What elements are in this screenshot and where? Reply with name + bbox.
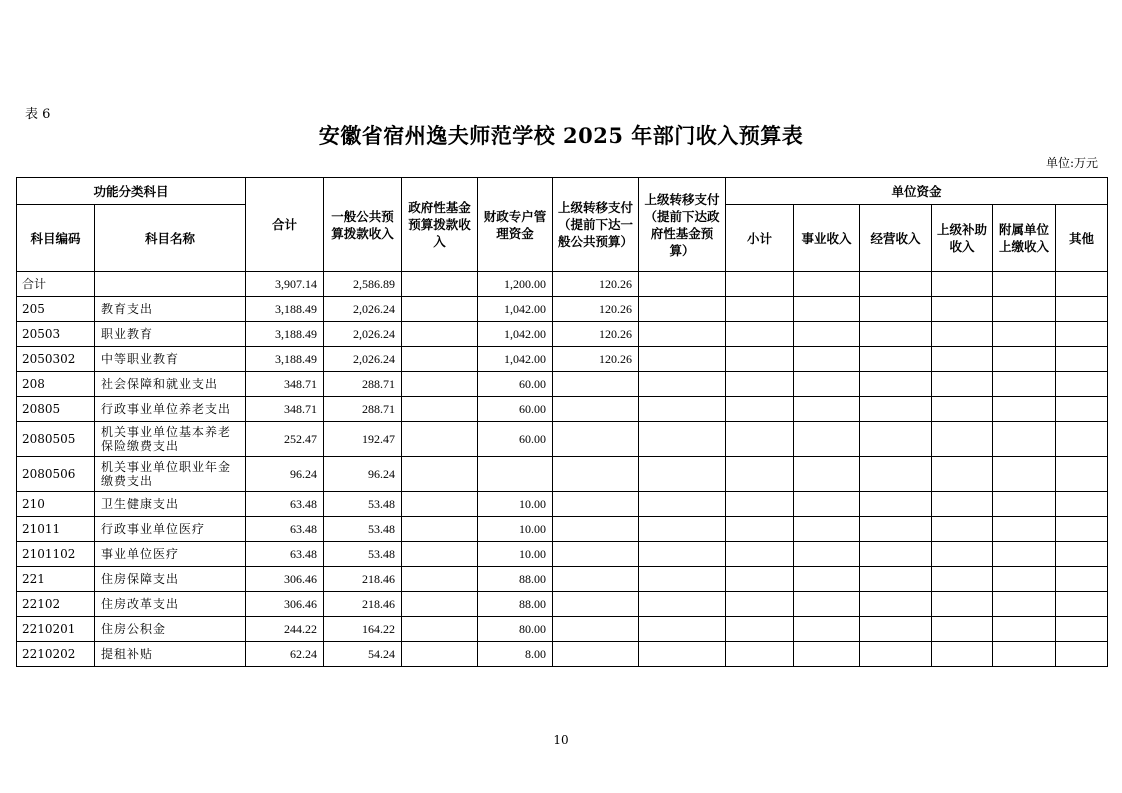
cell-gov-fund <box>402 517 478 542</box>
cell-transfer-general <box>553 492 639 517</box>
table-row <box>17 322 1108 347</box>
page-title: 安徽省宿州逸夫师范学校 2025 年部门收入预算表 <box>318 123 804 148</box>
cell-operating <box>860 457 932 492</box>
cell-operating <box>860 567 932 592</box>
cell-total: 3,188.49 <box>246 297 324 322</box>
table-row <box>17 492 1108 517</box>
cell-gov-fund <box>402 272 478 297</box>
header-name: 科目名称 <box>95 205 246 272</box>
cell-name: 中等职业教育 <box>95 347 246 372</box>
cell-transfer-fund <box>639 567 726 592</box>
cell-gov-fund <box>402 542 478 567</box>
cell-other <box>1056 322 1108 347</box>
cell-total: 3,188.49 <box>246 347 324 372</box>
cell-total: 63.48 <box>246 492 324 517</box>
cell-business <box>794 347 860 372</box>
cell-transfer-fund <box>639 642 726 667</box>
cell-other <box>1056 492 1108 517</box>
cell-transfer-fund <box>639 297 726 322</box>
cell-general: 2,026.24 <box>324 347 402 372</box>
cell-total: 306.46 <box>246 592 324 617</box>
cell-business <box>794 642 860 667</box>
cell-subtotal <box>726 642 794 667</box>
cell-code: 2210201 <box>17 617 95 642</box>
cell-other <box>1056 517 1108 542</box>
cell-transfer-fund <box>639 422 726 457</box>
cell-transfer-general <box>553 517 639 542</box>
cell-code: 20503 <box>17 322 95 347</box>
cell-name: 事业单位医疗 <box>95 542 246 567</box>
cell-subtotal <box>726 397 794 422</box>
cell-code: 22102 <box>17 592 95 617</box>
cell-general: 2,026.24 <box>324 297 402 322</box>
cell-special <box>478 457 553 492</box>
cell-name: 职业教育 <box>95 322 246 347</box>
cell-total: 62.24 <box>246 642 324 667</box>
cell-general: 288.71 <box>324 397 402 422</box>
cell-code: 2210202 <box>17 642 95 667</box>
cell-subtotal <box>726 617 794 642</box>
table-row <box>17 372 1108 397</box>
cell-special: 10.00 <box>478 542 553 567</box>
table-row <box>17 397 1108 422</box>
cell-business <box>794 457 860 492</box>
cell-subsidy <box>932 642 993 667</box>
cell-business <box>794 617 860 642</box>
cell-gov-fund <box>402 297 478 322</box>
cell-transfer-fund <box>639 592 726 617</box>
cell-total: 348.71 <box>246 372 324 397</box>
cell-general: 53.48 <box>324 542 402 567</box>
cell-other <box>1056 347 1108 372</box>
header-transfer-general: 上级转移支付（提前下达一般公共预算） <box>553 178 639 272</box>
cell-name: 行政事业单位养老支出 <box>95 397 246 422</box>
cell-affiliated <box>993 517 1056 542</box>
cell-total: 3,907.14 <box>246 272 324 297</box>
cell-subtotal <box>726 297 794 322</box>
cell-general: 2,586.89 <box>324 272 402 297</box>
cell-operating <box>860 297 932 322</box>
cell-transfer-fund <box>639 457 726 492</box>
cell-gov-fund <box>402 592 478 617</box>
cell-other <box>1056 297 1108 322</box>
cell-special: 60.00 <box>478 372 553 397</box>
cell-affiliated <box>993 347 1056 372</box>
cell-affiliated <box>993 592 1056 617</box>
header-affiliated: 附属单位上缴收入 <box>993 205 1056 272</box>
cell-affiliated <box>993 492 1056 517</box>
cell-name: 卫生健康支出 <box>95 492 246 517</box>
table-body <box>17 272 1108 667</box>
cell-business <box>794 422 860 457</box>
cell-business <box>794 567 860 592</box>
table-row <box>17 617 1108 642</box>
cell-affiliated <box>993 542 1056 567</box>
cell-name: 机关事业单位职业年金缴费支出 <box>95 457 246 492</box>
cell-subsidy <box>932 297 993 322</box>
cell-transfer-fund <box>639 372 726 397</box>
cell-subsidy <box>932 617 993 642</box>
cell-special: 60.00 <box>478 422 553 457</box>
cell-subsidy <box>932 492 993 517</box>
cell-affiliated <box>993 642 1056 667</box>
cell-subsidy <box>932 542 993 567</box>
cell-business <box>794 397 860 422</box>
table-row <box>17 297 1108 322</box>
table-row <box>17 347 1108 372</box>
cell-subsidy <box>932 322 993 347</box>
cell-total: 348.71 <box>246 397 324 422</box>
cell-other <box>1056 642 1108 667</box>
table-row <box>17 272 1108 297</box>
cell-subtotal <box>726 492 794 517</box>
header-special: 财政专户管理资金 <box>478 178 553 272</box>
cell-name: 机关事业单位基本养老保险缴费支出 <box>95 422 246 457</box>
cell-affiliated <box>993 422 1056 457</box>
cell-general: 218.46 <box>324 592 402 617</box>
cell-code: 2080505 <box>17 422 95 457</box>
cell-other <box>1056 272 1108 297</box>
cell-business <box>794 272 860 297</box>
cell-affiliated <box>993 322 1056 347</box>
header-total: 合计 <box>246 178 324 272</box>
cell-code: 2101102 <box>17 542 95 567</box>
cell-subtotal <box>726 592 794 617</box>
cell-general: 192.47 <box>324 422 402 457</box>
cell-business <box>794 297 860 322</box>
cell-transfer-general: 120.26 <box>553 322 639 347</box>
cell-subtotal <box>726 272 794 297</box>
header-func-group: 功能分类科目 <box>17 178 246 205</box>
cell-subtotal <box>726 422 794 457</box>
cell-transfer-general <box>553 592 639 617</box>
cell-operating <box>860 592 932 617</box>
cell-business <box>794 372 860 397</box>
cell-other <box>1056 592 1108 617</box>
cell-special: 88.00 <box>478 592 553 617</box>
cell-name: 教育支出 <box>95 297 246 322</box>
cell-transfer-general <box>553 422 639 457</box>
cell-subtotal <box>726 542 794 567</box>
cell-total: 244.22 <box>246 617 324 642</box>
cell-subtotal <box>726 457 794 492</box>
cell-code: 221 <box>17 567 95 592</box>
header-gov-fund: 政府性基金预算拨款收入 <box>402 178 478 272</box>
header-subsidy: 上级补助收入 <box>932 205 993 272</box>
cell-business <box>794 492 860 517</box>
cell-operating <box>860 322 932 347</box>
cell-transfer-general <box>553 567 639 592</box>
page-number: 10 <box>553 733 569 747</box>
header-general: 一般公共预算拨款收入 <box>324 178 402 272</box>
cell-business <box>794 517 860 542</box>
cell-transfer-general <box>553 642 639 667</box>
cell-name: 社会保障和就业支出 <box>95 372 246 397</box>
cell-business <box>794 322 860 347</box>
cell-code: 210 <box>17 492 95 517</box>
cell-transfer-fund <box>639 347 726 372</box>
cell-gov-fund <box>402 457 478 492</box>
cell-general: 288.71 <box>324 372 402 397</box>
budget-table <box>16 177 1108 667</box>
cell-operating <box>860 272 932 297</box>
cell-code: 合计 <box>17 272 95 297</box>
cell-total: 252.47 <box>246 422 324 457</box>
cell-general: 53.48 <box>324 517 402 542</box>
header-transfer-fund: 上级转移支付（提前下达政府性基金预算） <box>639 178 726 272</box>
cell-general: 2,026.24 <box>324 322 402 347</box>
cell-total: 63.48 <box>246 517 324 542</box>
table-row <box>17 642 1108 667</box>
cell-transfer-general: 120.26 <box>553 272 639 297</box>
cell-subsidy <box>932 567 993 592</box>
cell-business <box>794 542 860 567</box>
cell-transfer-general <box>553 457 639 492</box>
cell-name: 住房公积金 <box>95 617 246 642</box>
cell-code: 2050302 <box>17 347 95 372</box>
cell-subtotal <box>726 517 794 542</box>
cell-code: 20805 <box>17 397 95 422</box>
cell-special: 1,042.00 <box>478 322 553 347</box>
cell-operating <box>860 492 932 517</box>
cell-subsidy <box>932 272 993 297</box>
cell-special: 88.00 <box>478 567 553 592</box>
cell-subsidy <box>932 517 993 542</box>
cell-operating <box>860 642 932 667</box>
cell-total: 96.24 <box>246 457 324 492</box>
cell-total: 3,188.49 <box>246 322 324 347</box>
cell-gov-fund <box>402 347 478 372</box>
cell-transfer-general: 120.26 <box>553 347 639 372</box>
header-code: 科目编码 <box>17 205 95 272</box>
cell-other <box>1056 567 1108 592</box>
cell-general: 54.24 <box>324 642 402 667</box>
header-unit-group: 单位资金 <box>726 178 1108 205</box>
cell-gov-fund <box>402 372 478 397</box>
cell-subsidy <box>932 457 993 492</box>
cell-gov-fund <box>402 422 478 457</box>
table-row <box>17 542 1108 567</box>
cell-gov-fund <box>402 397 478 422</box>
cell-special: 10.00 <box>478 517 553 542</box>
table-row <box>17 457 1108 492</box>
cell-transfer-general: 120.26 <box>553 297 639 322</box>
cell-general: 164.22 <box>324 617 402 642</box>
cell-operating <box>860 347 932 372</box>
cell-operating <box>860 397 932 422</box>
cell-affiliated <box>993 617 1056 642</box>
cell-transfer-general <box>553 617 639 642</box>
cell-transfer-fund <box>639 517 726 542</box>
cell-subsidy <box>932 397 993 422</box>
cell-transfer-fund <box>639 272 726 297</box>
table-row <box>17 422 1108 457</box>
header-other: 其他 <box>1056 205 1108 272</box>
cell-business <box>794 592 860 617</box>
cell-transfer-fund <box>639 542 726 567</box>
cell-general: 96.24 <box>324 457 402 492</box>
cell-subtotal <box>726 322 794 347</box>
cell-special: 10.00 <box>478 492 553 517</box>
header-business: 事业收入 <box>794 205 860 272</box>
cell-gov-fund <box>402 567 478 592</box>
cell-other <box>1056 372 1108 397</box>
cell-transfer-fund <box>639 397 726 422</box>
cell-general: 218.46 <box>324 567 402 592</box>
cell-other <box>1056 457 1108 492</box>
cell-transfer-fund <box>639 322 726 347</box>
cell-subsidy <box>932 347 993 372</box>
cell-special: 8.00 <box>478 642 553 667</box>
cell-gov-fund <box>402 642 478 667</box>
table-row <box>17 567 1108 592</box>
cell-special: 1,200.00 <box>478 272 553 297</box>
cell-subsidy <box>932 422 993 457</box>
table-row <box>17 592 1108 617</box>
cell-gov-fund <box>402 492 478 517</box>
cell-affiliated <box>993 272 1056 297</box>
cell-code: 21011 <box>17 517 95 542</box>
cell-affiliated <box>993 372 1056 397</box>
cell-operating <box>860 617 932 642</box>
cell-operating <box>860 542 932 567</box>
cell-transfer-fund <box>639 617 726 642</box>
header-operating: 经营收入 <box>860 205 932 272</box>
cell-code: 205 <box>17 297 95 322</box>
cell-subtotal <box>726 567 794 592</box>
cell-special: 1,042.00 <box>478 347 553 372</box>
cell-code: 208 <box>17 372 95 397</box>
unit-label: 单位:万元 <box>1045 156 1098 170</box>
cell-subtotal <box>726 347 794 372</box>
cell-total: 63.48 <box>246 542 324 567</box>
cell-affiliated <box>993 457 1056 492</box>
cell-gov-fund <box>402 322 478 347</box>
cell-subtotal <box>726 372 794 397</box>
cell-transfer-general <box>553 397 639 422</box>
cell-subsidy <box>932 372 993 397</box>
cell-other <box>1056 397 1108 422</box>
cell-name: 提租补贴 <box>95 642 246 667</box>
table-row <box>17 517 1108 542</box>
cell-subsidy <box>932 592 993 617</box>
cell-special: 60.00 <box>478 397 553 422</box>
cell-transfer-fund <box>639 492 726 517</box>
cell-operating <box>860 422 932 457</box>
cell-general: 53.48 <box>324 492 402 517</box>
cell-name: 行政事业单位医疗 <box>95 517 246 542</box>
cell-operating <box>860 517 932 542</box>
cell-special: 1,042.00 <box>478 297 553 322</box>
table-label: 表 6 <box>25 107 51 122</box>
cell-code: 2080506 <box>17 457 95 492</box>
cell-gov-fund <box>402 617 478 642</box>
cell-transfer-general <box>553 542 639 567</box>
cell-operating <box>860 372 932 397</box>
cell-total: 306.46 <box>246 567 324 592</box>
cell-transfer-general <box>553 372 639 397</box>
cell-other <box>1056 617 1108 642</box>
cell-affiliated <box>993 397 1056 422</box>
cell-name: 住房改革支出 <box>95 592 246 617</box>
cell-affiliated <box>993 567 1056 592</box>
cell-special: 80.00 <box>478 617 553 642</box>
header-subtotal: 小计 <box>726 205 794 272</box>
cell-name <box>95 272 246 297</box>
cell-name: 住房保障支出 <box>95 567 246 592</box>
cell-other <box>1056 542 1108 567</box>
cell-other <box>1056 422 1108 457</box>
cell-affiliated <box>993 297 1056 322</box>
